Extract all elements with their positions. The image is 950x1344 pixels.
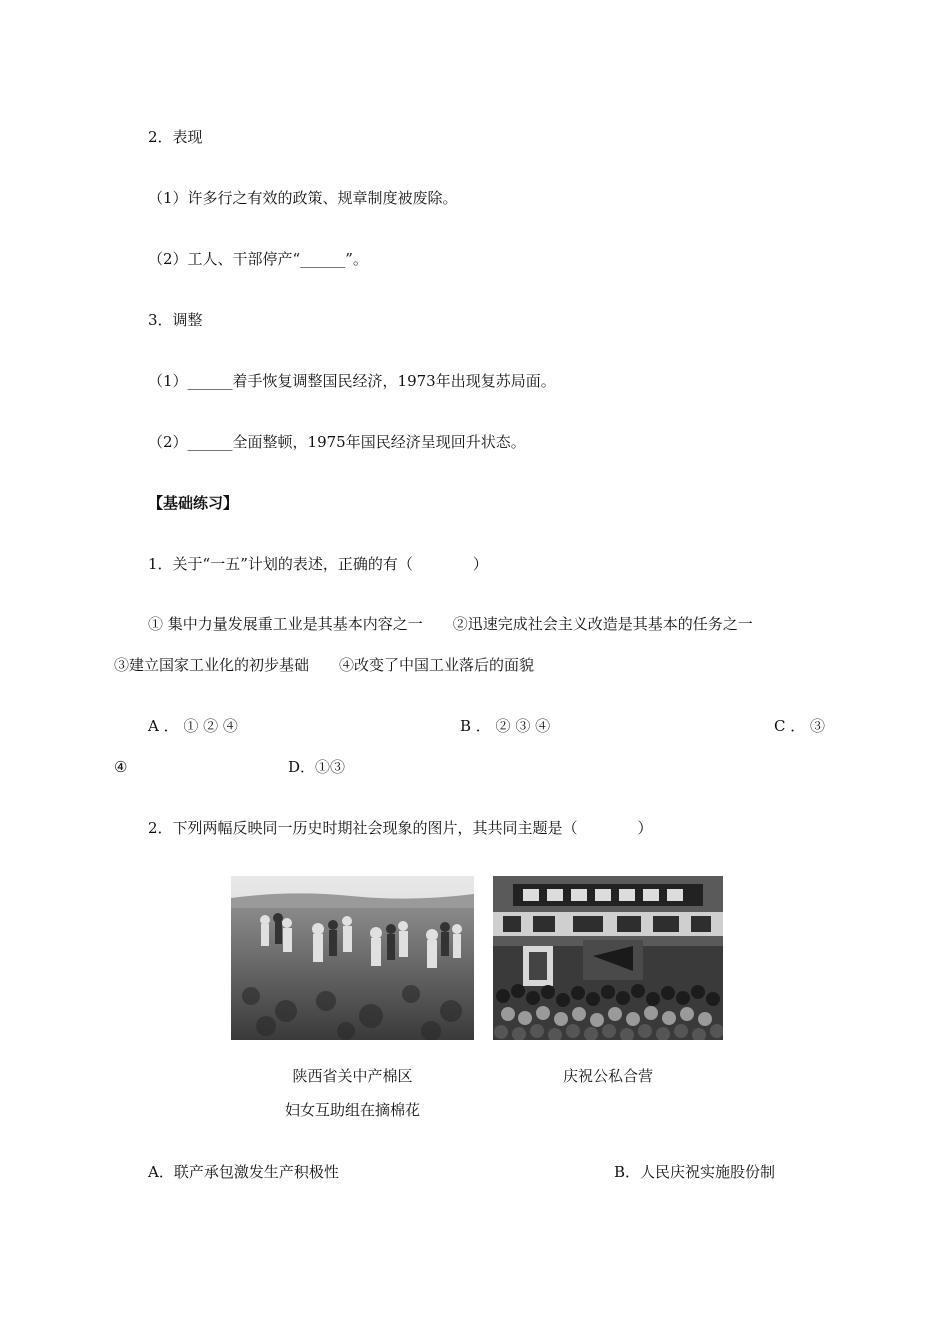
q1-option-b: B ． ② ③ ④ [460, 717, 551, 735]
section-2-item-1: （1）许多行之有效的政策、规章制度被废除。 [148, 189, 458, 207]
q2-option-a: A．联产承包激发生产积极性 [148, 1163, 339, 1181]
q2-option-b: B．人民庆祝实施股份制 [614, 1163, 776, 1181]
section-2-item-2: （2）工人、干部停产“______”。 [148, 250, 368, 268]
practice-title: 【基础练习】 [148, 494, 239, 512]
cotton-picking-photo [231, 876, 474, 1040]
photo-1-caption-line-1: 陕西省关中产棉区 [292, 1067, 413, 1085]
section-2-heading: 2．表现 [148, 128, 203, 146]
photo-2-caption: 庆祝公私合营 [562, 1067, 653, 1085]
section-3-heading: 3．调整 [148, 311, 203, 329]
q1-option-c: C ． ③ [774, 717, 826, 735]
q1-statement-line-1: ① 集中力量发展重工业是其基本内容之一 ②迅速完成社会主义改造是其基本的任务之一 [148, 615, 753, 633]
q1-stem: 1．关于“一五”计划的表述，正确的有（ ） [148, 555, 488, 573]
section-3-item-1: （1）______着手恢复调整国民经济，1973年出现复苏局面。 [148, 372, 556, 390]
q1-statement-line-2: ③建立国家工业化的初步基础 ④改变了中国工业落后的面貌 [114, 656, 535, 674]
q1-option-a: A ． ① ② ④ [148, 717, 238, 735]
q2-stem: 2．下列两幅反映同一历史时期社会现象的图片，其共同主题是（ ） [148, 819, 653, 837]
photo-1-caption-line-2: 妇女互助组在摘棉花 [284, 1101, 420, 1119]
q1-option-d: D．①③ [288, 758, 346, 776]
q1-option-c-continued: ④ [114, 758, 128, 776]
public-private-celebration-photo [493, 876, 723, 1040]
section-3-item-2: （2）______全面整顿，1975年国民经济呈现回升状态。 [148, 433, 526, 451]
